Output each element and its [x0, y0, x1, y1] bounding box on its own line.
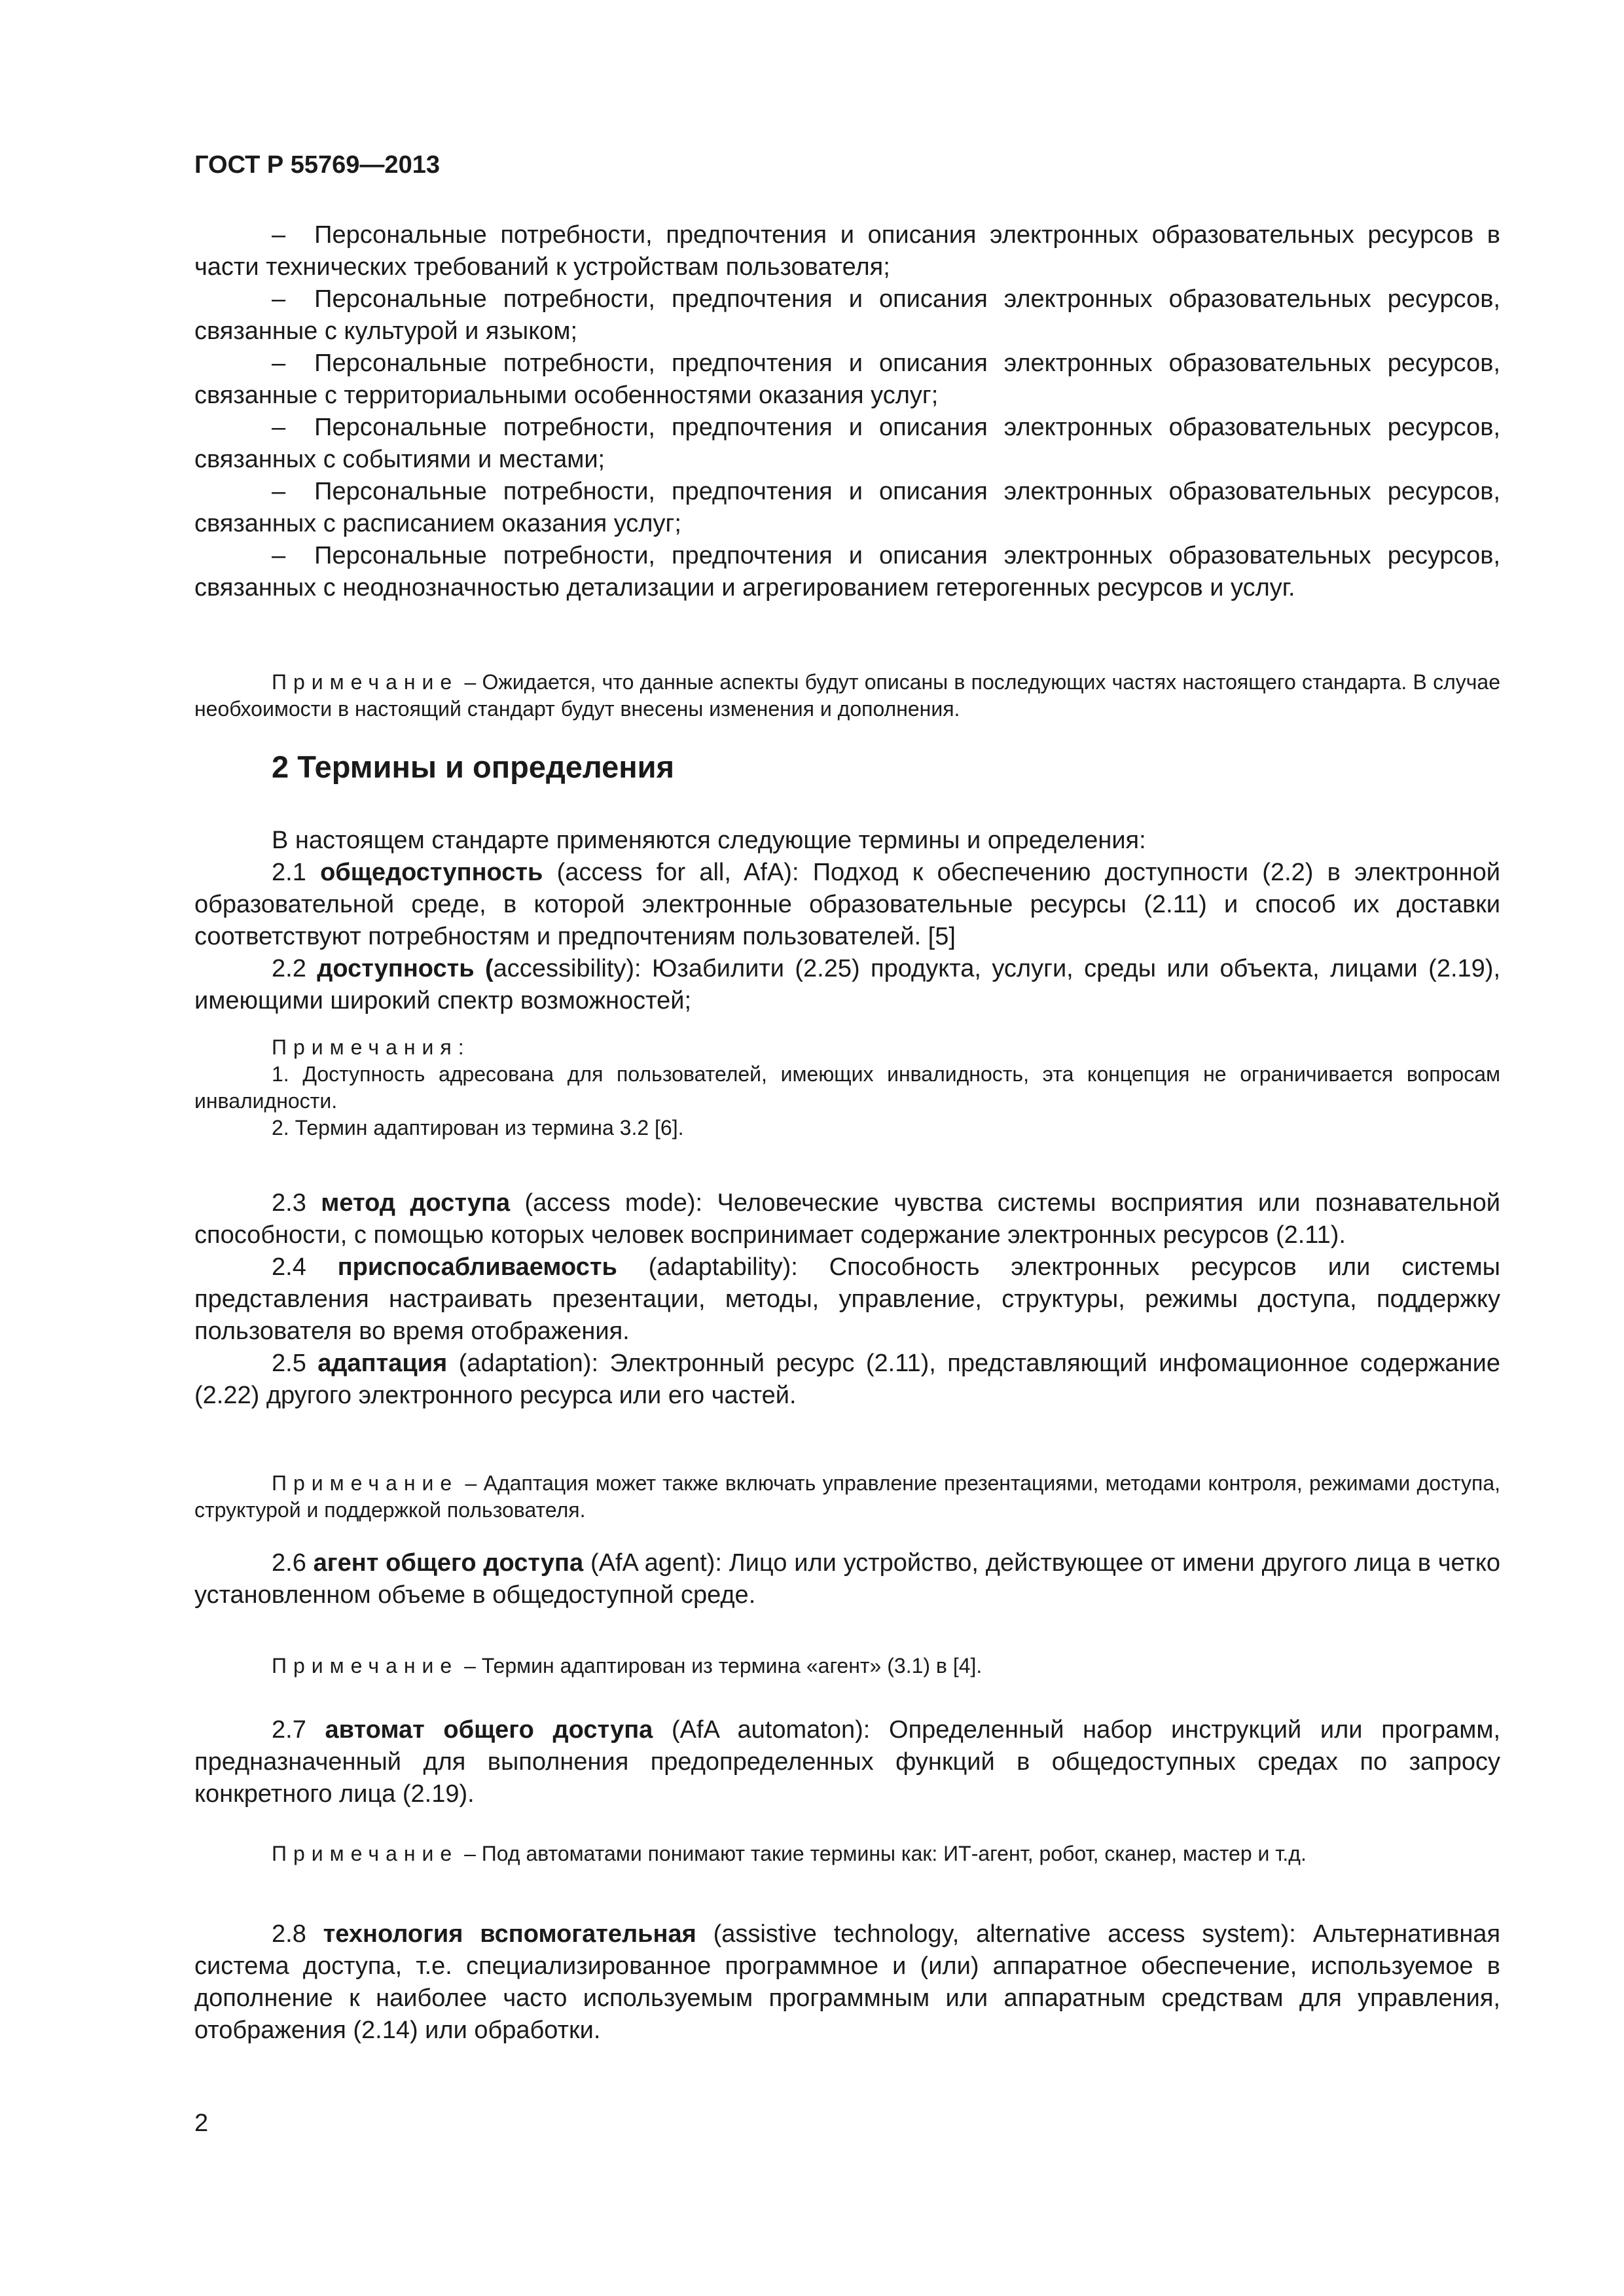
note-item: 2. Термин адаптирован из термина 3.2 [6]. [272, 1116, 684, 1139]
document-header: ГОСТ Р 55769—2013 [194, 151, 440, 179]
term-name: автомат общего доступа [325, 1716, 653, 1744]
note-dash: – [464, 1842, 476, 1865]
list-dash: – [272, 478, 286, 505]
term-2-2 [194, 953, 1500, 1017]
note-dash: – [464, 670, 477, 694]
note-2-7 [194, 1840, 1500, 1867]
list-item-text: Персональные потребности, предпочтения и описания электронных образовательных ресурсов, связанных с расписанием оказания услуг; [194, 478, 1500, 537]
list-item-text: Персональные потребности, предпочтения и описания электронных образовательных ресурсов, связанных с неоднозначностью детализации и агрегированием гетерогенных ресурсов и услуг. [194, 542, 1500, 601]
list-item-text: Персональные потребности, предпочтения и описания электронных образовательных ресурсов, связанных с событиями и местами; [194, 414, 1500, 473]
term-2-8 [194, 1918, 1500, 2047]
term-definition: (AfA agent): Лицо или устройство, действующее от имени другого лица в четко установленном объеме в общедоступной среде. [194, 1549, 1500, 1609]
list-dash: – [272, 285, 286, 313]
note-text: Под автоматами понимают такие термины как: ИТ-агент, робот, сканер, мастер и т.д. [481, 1842, 1307, 1865]
note-2-6 [194, 1653, 1500, 1679]
list-item-text: Персональные потребности, предпочтения и описания электронных образовательных ресурсов в части технических требований к устройствам пользователя; [194, 221, 1500, 281]
term-name: технология вспомогательная [323, 1920, 696, 1948]
term-number: 2.3 [272, 1189, 306, 1217]
term-number: 2.6 [272, 1549, 306, 1577]
list-item [194, 540, 1500, 604]
terms-block-1 [194, 825, 1500, 1017]
term-number: 2.1 [272, 859, 306, 886]
term-number: 2.2 [272, 955, 306, 982]
section-title: 2 Термины и определения [272, 749, 674, 784]
term-number: 2.4 [272, 1253, 306, 1281]
term-number: 2.7 [272, 1716, 306, 1744]
term-definition: accessibility): Юзабилити (2.25) продукта, услуги, среды или объекта, лицами (2.19), имеющими широкий спектр возможностей; [194, 955, 1501, 1014]
list-item [194, 412, 1500, 476]
list-dash: – [272, 542, 286, 569]
intro-text: В настоящем стандарте применяются следующие термины и определения: [272, 827, 1146, 854]
note-dash: – [464, 1654, 476, 1677]
notes-2-2 [194, 1034, 1500, 1141]
note-text: Ожидается, что данные аспекты будут описаны в последующих частях настоящего стандарта. В случае необхоимости в настоящий стандарт будут внесены изменения и дополнения. [194, 670, 1501, 721]
term-definition: (access for all, AfA): Подход к обеспечению доступности (2.2) в электронной образовательной среде, в которой электронные образовательные ресурсы (2.11) и способ их доставки соответствуют потребностям и предпочтениям пользователей. [5] [194, 859, 1501, 950]
list-item-text: Персональные потребности, предпочтения и описания электронных образовательных ресурсов, связанные с культурой и языком; [194, 285, 1500, 345]
term-name: агент общего доступа [313, 1549, 584, 1577]
list-item-text: Персональные потребности, предпочтения и описания электронных образовательных ресурсов, связанные с территориальными особенностями оказания услуг; [194, 350, 1500, 409]
list-item [194, 476, 1500, 540]
term-number: 2.8 [272, 1920, 306, 1948]
term-definition: (adaptability): Способность электронных ресурсов или системы представления настраивать презентации, методы, управление, структуры, режимы доступа, поддержку пользователя во время отображения. [194, 1253, 1500, 1345]
note-text: Адаптация может также включать управление презентациями, методами контроля, режимами доступа, структурой и поддержкой пользователя. [194, 1471, 1501, 1522]
note-text: Термин адаптирован из термина «агент» (3.1) в [4]. [481, 1654, 983, 1677]
note-dash: – [465, 1471, 477, 1495]
term-name: метод доступа [321, 1189, 511, 1217]
list-dash: – [272, 350, 286, 377]
term-definition: (adaptation): Электронный ресурс (2.11), представляющий инфомационное содержание (2.22) другого электронного ресурса или его частей. [194, 1350, 1500, 1409]
requirements-list [194, 219, 1500, 604]
term-name: доступность ( [317, 955, 494, 982]
term-name: приспосабливаемость [337, 1253, 617, 1281]
note-label: Примечание [272, 1471, 459, 1495]
term-2-4 [194, 1251, 1500, 1348]
term-2-1 [194, 857, 1500, 953]
note-label: Примечание [272, 1654, 459, 1677]
list-item [194, 348, 1500, 412]
term-2-6 [194, 1547, 1500, 1611]
page-number: 2 [194, 2109, 209, 2137]
term-definition: (AfA automaton): Определенный набор инструкций или программ, предназначенный для выполнения предопределенных функций в общедоступных средах по запросу конкретного лица (2.19). [194, 1716, 1501, 1808]
term-definition: (assistive technology, alternative access system): Альтернативная система доступа, т.е. специализированное программное и (или) аппаратное обеспечение, используемое в дополнение к наиболее часто используемым программным или аппаратным средствам для управления, отображения (2.14) или обработки. [194, 1920, 1501, 2044]
note-label: Примечание [272, 1842, 459, 1865]
list-dash: – [272, 414, 286, 441]
term-definition: (access mode): Человеческие чувства системы восприятия или познавательной способности, с помощью которых человек воспринимает содержание электронных ресурсов (2.11). [194, 1189, 1501, 1249]
note-2-5 [194, 1470, 1500, 1524]
note-label: Примечание [272, 670, 459, 694]
term-name: адаптация [317, 1350, 448, 1377]
term-2-3 [194, 1187, 1500, 1251]
term-name: общедоступность [320, 859, 543, 886]
term-number: 2.5 [272, 1350, 306, 1377]
terms-block-2 [194, 1187, 1500, 1412]
list-dash: – [272, 221, 286, 249]
list-item [194, 219, 1500, 283]
term-2-7 [194, 1714, 1500, 1810]
list-item [194, 283, 1500, 348]
note-1 [194, 669, 1500, 723]
notes-label: Примечания: [272, 1035, 471, 1059]
note-item: 1. Доступность адресована для пользователей, имеющих инвалидность, эта концепция не ограничивается вопросам инвалидности. [194, 1062, 1500, 1113]
term-2-5 [194, 1348, 1500, 1412]
